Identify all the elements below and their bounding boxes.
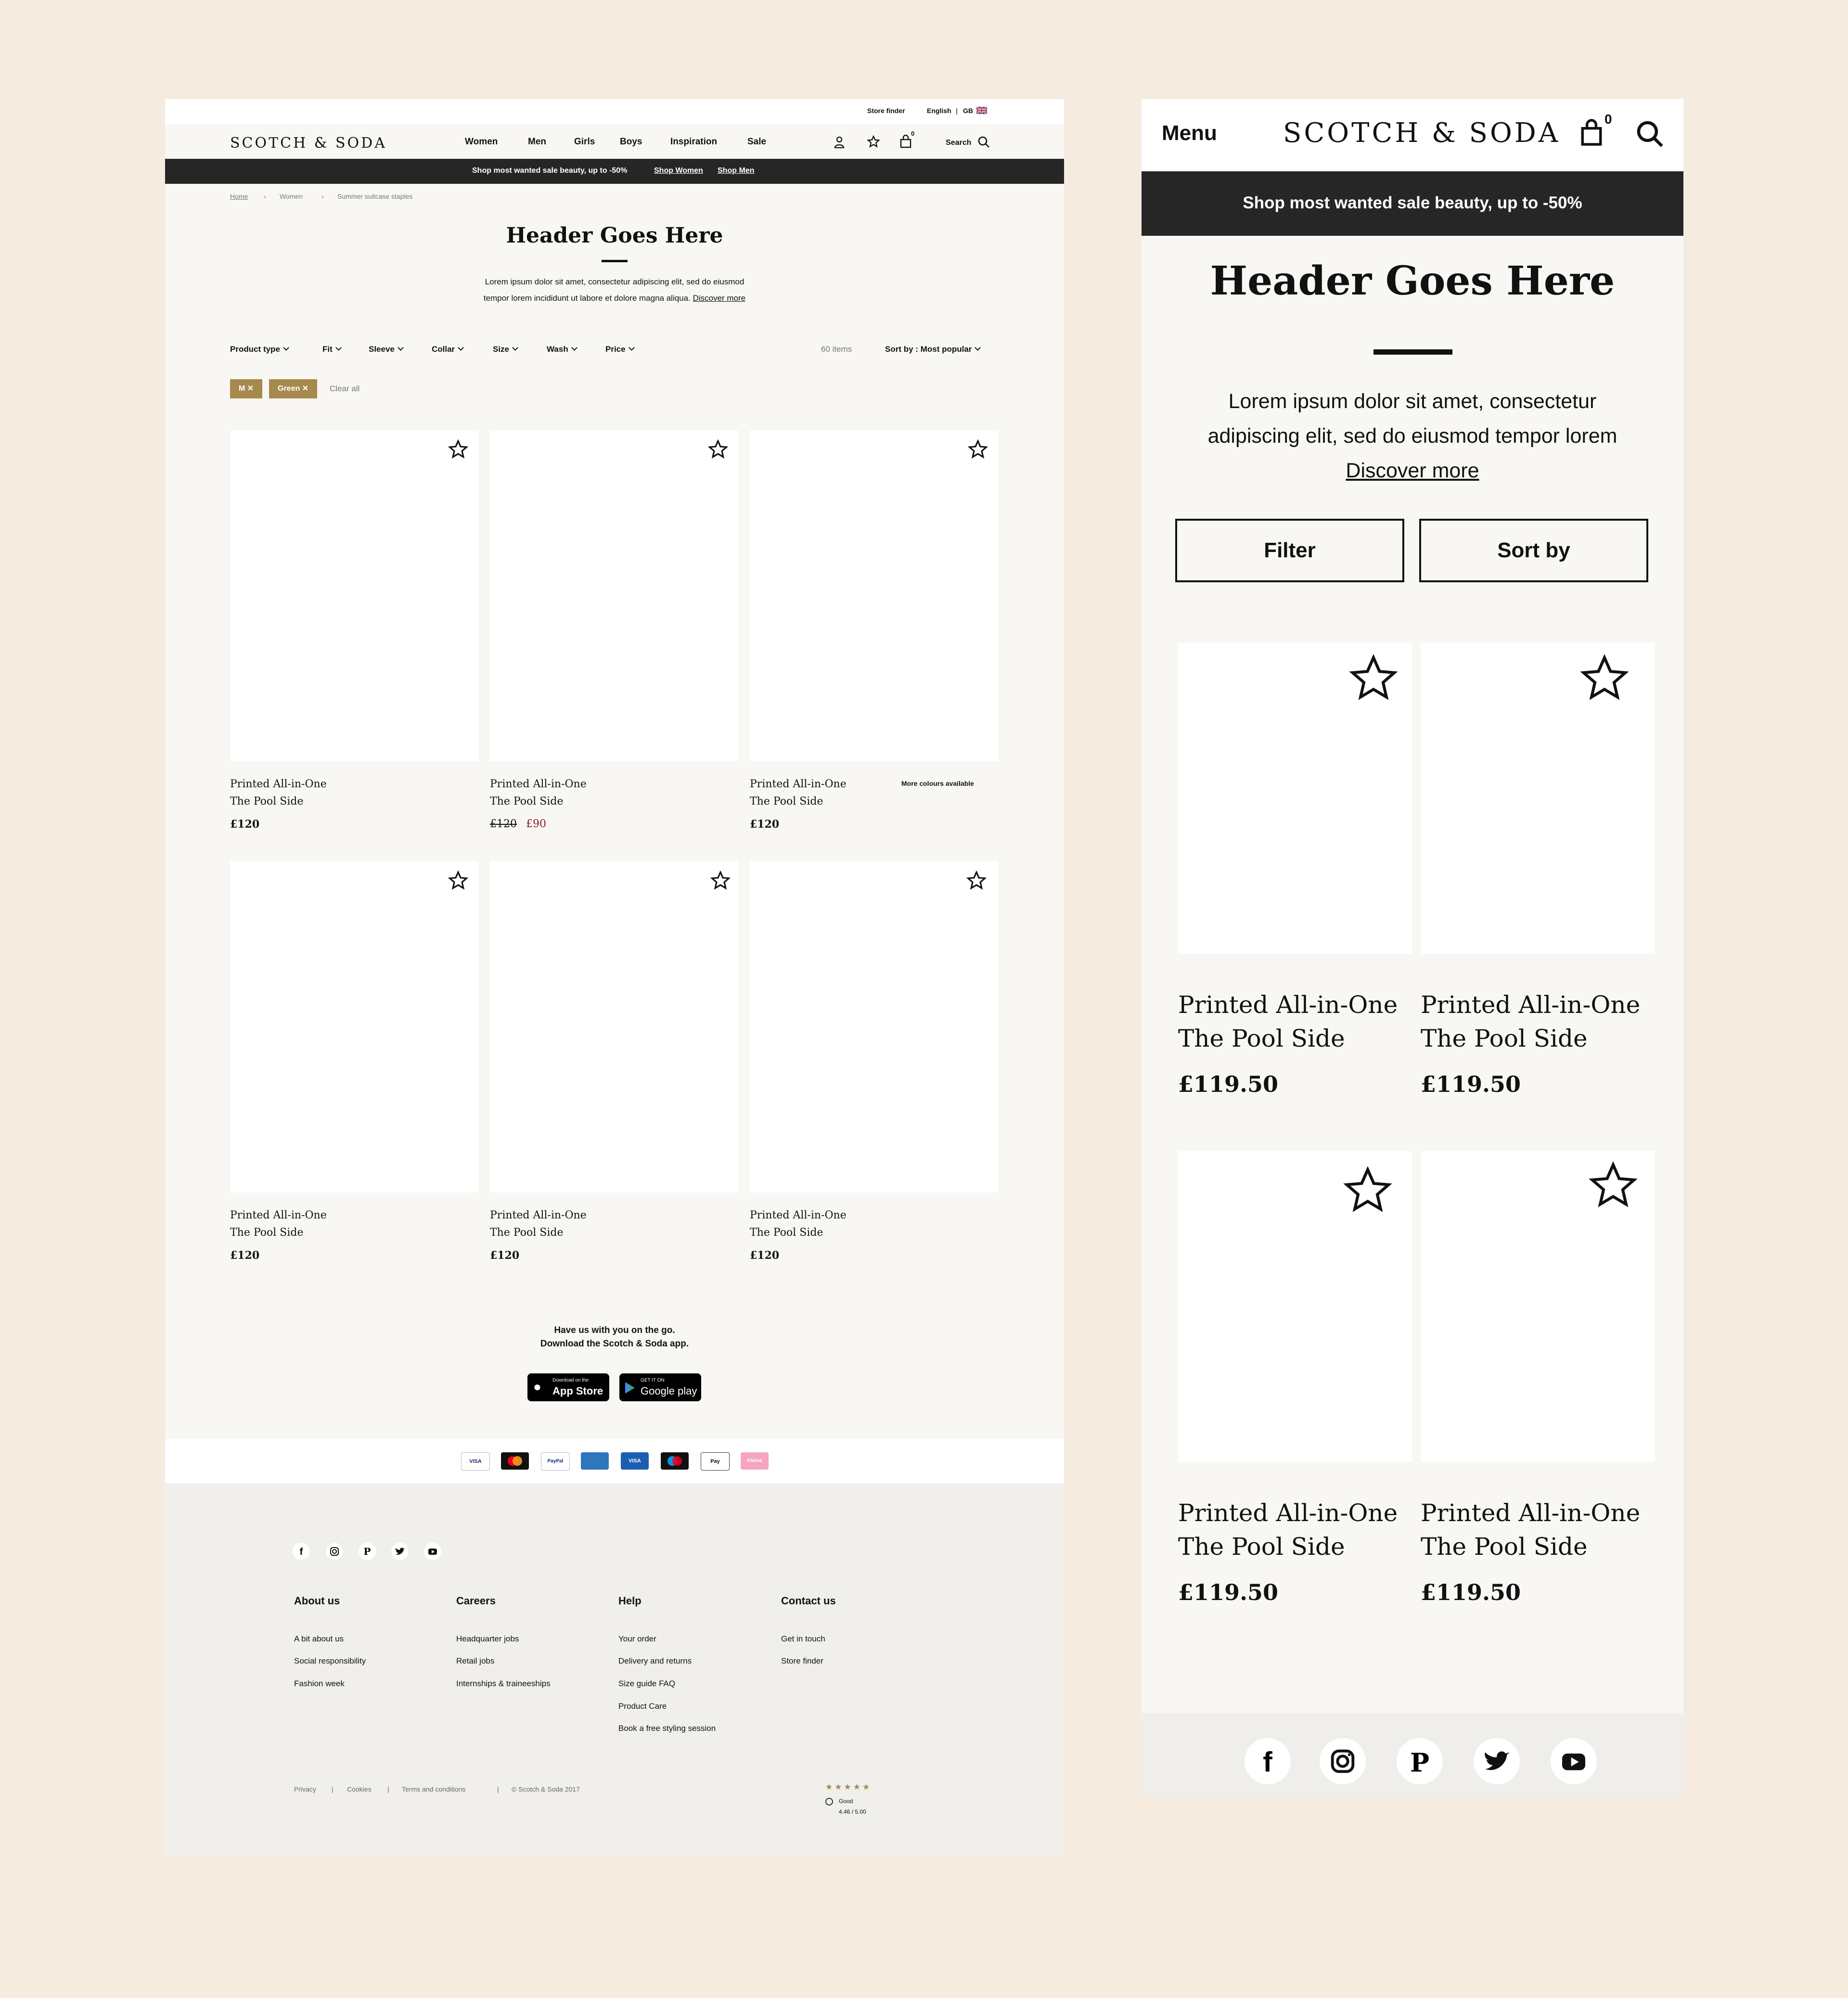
product-subtitle: The Pool Side — [1421, 1025, 1588, 1052]
footer-link[interactable]: Internships & traineeships — [456, 1679, 551, 1688]
footer-link[interactable]: Store finder — [781, 1656, 823, 1665]
page-title: Header Goes Here — [506, 223, 723, 248]
product-subtitle: The Pool Side — [230, 1227, 304, 1239]
copyright: © Scotch & Soda 2017 — [512, 1785, 580, 1793]
wishlist-star-icon[interactable] — [1588, 1161, 1638, 1211]
product-image[interactable] — [490, 430, 738, 761]
product-price: £119.50 — [1421, 1071, 1521, 1097]
footer-heading-help: Help — [618, 1595, 642, 1607]
original-price: £120 — [490, 818, 517, 830]
rating-label: Good — [839, 1798, 853, 1805]
promo-banner — [165, 159, 1064, 184]
wishlist-star-icon[interactable] — [1579, 653, 1630, 704]
svg-text:f: f — [299, 1547, 303, 1557]
promo-text[interactable]: Shop most wanted sale beauty, up to -50% — [1243, 193, 1582, 212]
wishlist-star-icon[interactable] — [968, 439, 988, 460]
product-name[interactable]: Printed All-in-One — [750, 1209, 847, 1221]
instagram-icon[interactable] — [1320, 1738, 1366, 1784]
product-image[interactable] — [490, 861, 738, 1192]
chevron-down-icon — [512, 345, 518, 351]
product-name[interactable]: Printed All-in-One — [1421, 1499, 1641, 1527]
footer-heading-contact: Contact us — [781, 1595, 836, 1607]
wishlist-star-icon[interactable] — [448, 871, 468, 891]
wishlist-star-icon[interactable] — [1343, 1166, 1393, 1216]
wishlist-star-icon[interactable] — [708, 439, 728, 460]
footer-link[interactable]: Get in touch — [781, 1634, 825, 1643]
product-price: £120 — [490, 1249, 520, 1262]
cart-count: 0 — [911, 130, 915, 137]
product-name[interactable]: Printed All-in-One — [490, 1209, 587, 1221]
mobile-page — [1142, 99, 1683, 1796]
filter-product-type[interactable]: Product type — [230, 345, 288, 354]
nav-men[interactable]: Men — [528, 137, 546, 147]
product-price: £120 — [230, 1249, 260, 1262]
product-name[interactable]: Printed All-in-One — [750, 778, 847, 790]
item-count: 60 items — [821, 345, 852, 354]
more-colours-note: More colours available — [901, 780, 974, 787]
title-divider — [602, 260, 628, 262]
filter-collar[interactable]: Collar — [432, 345, 463, 354]
svg-text:f: f — [1263, 1746, 1272, 1778]
filter-wash[interactable]: Wash — [547, 345, 577, 354]
breadcrumb-separator: › — [264, 192, 266, 200]
terms-link[interactable]: Terms and conditions — [402, 1785, 466, 1793]
product-name[interactable]: Printed All-in-One — [1178, 991, 1398, 1019]
wishlist-star-icon[interactable] — [867, 135, 880, 148]
breadcrumb-current: Summer suitcase staples — [337, 192, 413, 200]
youtube-icon[interactable] — [1551, 1738, 1597, 1784]
footer-link[interactable]: Headquarter jobs — [456, 1634, 519, 1643]
cart-count: 0 — [1604, 112, 1612, 127]
footer-heading-careers: Careers — [456, 1595, 496, 1607]
filter-button[interactable]: Filter — [1175, 519, 1404, 582]
privacy-link[interactable]: Privacy — [294, 1785, 316, 1793]
chevron-down-icon — [629, 345, 635, 351]
site-footer: f P About us A bit about us Social responsibility Fashion week Careers Headquarter jobs Retail jobs Internships & traineeships Help Your order Delivery and returns Size guide FAQ Product Care Book a free styling session Contact us Get in touch Store finder Privacy | Cookies | Terms and conditions | © Scotch & Soda 2017 ★★★★★ Good 4.46 / 5.00 — [165, 1483, 1064, 1856]
wishlist-star-icon[interactable] — [966, 871, 987, 891]
cookies-link[interactable]: Cookies — [347, 1785, 372, 1793]
user-icon[interactable] — [834, 136, 845, 148]
app-store-button[interactable]: ● Download on the App Store — [527, 1373, 609, 1401]
description-line-1: Lorem ipsum dolor sit amet, consectetur adipiscing elit, sed do eiusmod — [485, 277, 744, 286]
uk-flag-icon — [976, 107, 987, 114]
product-subtitle: The Pool Side — [1178, 1025, 1345, 1052]
brand-logo[interactable]: SCOTCH & SODA — [230, 135, 387, 152]
filter-size[interactable]: Size — [493, 345, 517, 354]
google-play-button[interactable]: GET IT ON Google play — [619, 1373, 701, 1401]
maestro-icon — [661, 1452, 689, 1470]
twitter-icon[interactable] — [391, 1543, 409, 1560]
bag-icon[interactable] — [1579, 117, 1604, 147]
footer-link[interactable]: Book a free styling session — [618, 1724, 716, 1733]
footer-link[interactable]: Social responsibility — [294, 1656, 366, 1665]
mastercard-icon — [501, 1452, 529, 1470]
mobile-footer — [1142, 1713, 1683, 1796]
nav-inspiration[interactable]: Inspiration — [670, 137, 718, 147]
search-label[interactable]: Search — [946, 139, 972, 147]
pinterest-icon[interactable] — [359, 1543, 376, 1560]
facebook-icon[interactable] — [293, 1543, 310, 1560]
search-icon[interactable] — [977, 136, 990, 148]
product-price: £119.50 — [1421, 1579, 1521, 1605]
filter-fit[interactable]: Fit — [322, 345, 341, 354]
instagram-icon[interactable] — [326, 1543, 343, 1560]
wishlist-star-icon[interactable] — [1348, 653, 1399, 704]
product-subtitle: The Pool Side — [750, 795, 823, 807]
sort-dropdown[interactable]: Sort by : Most popular — [885, 345, 980, 354]
desktop-page — [165, 99, 1064, 1856]
menu-button[interactable]: Menu — [1162, 121, 1217, 145]
apple-icon: ● — [533, 1379, 541, 1394]
promo-text: Shop most wanted sale beauty, up to -50% — [472, 166, 628, 175]
nav-sale[interactable]: Sale — [747, 137, 767, 147]
app-promo-line-2: Download the Scotch & Soda app. — [540, 1339, 689, 1349]
filter-price[interactable]: Price — [605, 345, 634, 354]
pinterest-icon[interactable] — [1397, 1738, 1443, 1784]
svg-text:P: P — [1410, 1747, 1430, 1778]
breadcrumb-home[interactable]: Home — [230, 192, 248, 200]
apple-pay-icon: Pay — [701, 1452, 730, 1471]
klarna-icon: Klarna — [741, 1452, 769, 1470]
filter-sleeve[interactable]: Sleeve — [369, 345, 403, 354]
svg-text:P: P — [363, 1546, 371, 1557]
rating-score: 4.46 / 5.00 — [839, 1808, 866, 1815]
product-subtitle: The Pool Side — [230, 795, 304, 807]
product-name[interactable]: Printed All-in-One — [490, 778, 587, 790]
product-name[interactable]: Printed All-in-One — [1178, 1499, 1398, 1527]
sort-by-button[interactable]: Sort by — [1419, 519, 1648, 582]
wishlist-star-icon[interactable] — [448, 439, 468, 460]
play-icon — [624, 1382, 636, 1394]
visa-electron-icon: VISA — [621, 1452, 649, 1470]
mobile-header — [1142, 99, 1683, 171]
discover-more-link[interactable]: Discover more — [693, 294, 746, 303]
search-icon[interactable] — [1635, 119, 1664, 148]
product-name[interactable]: Printed All-in-One — [230, 778, 327, 790]
chevron-down-icon — [975, 345, 981, 351]
product-price: £119.50 — [1178, 1071, 1279, 1097]
bag-icon[interactable] — [900, 135, 911, 148]
sale-price: £90 — [526, 818, 546, 830]
product-name[interactable]: Printed All-in-One — [1421, 991, 1641, 1019]
chevron-down-icon — [571, 345, 578, 351]
nav-boys[interactable]: Boys — [620, 137, 642, 147]
product-price: £120 — [230, 818, 260, 831]
rating-badge-icon — [825, 1798, 833, 1806]
active-filter-chip[interactable]: Green ✕ — [269, 379, 317, 398]
clear-all-link[interactable]: Clear all — [330, 384, 360, 393]
footer-link[interactable]: A bit about us — [294, 1634, 344, 1643]
payment-methods — [165, 1439, 1064, 1483]
paypal-icon: PayPal — [541, 1452, 570, 1471]
product-subtitle: The Pool Side — [750, 1227, 823, 1239]
chevron-down-icon — [458, 345, 464, 351]
footer-heading-about: About us — [294, 1595, 340, 1607]
main-header — [165, 124, 1064, 159]
language-selector[interactable]: English — [927, 107, 951, 115]
wishlist-star-icon[interactable] — [710, 871, 731, 891]
amex-card-icon — [581, 1452, 609, 1470]
footer-link[interactable]: Delivery and returns — [618, 1656, 692, 1665]
shop-men-link[interactable]: Shop Men — [718, 166, 755, 175]
utility-bar: Store finder English | GB — [165, 99, 1064, 124]
product-image[interactable] — [750, 430, 998, 761]
title-divider — [1373, 349, 1452, 355]
promo-banner — [1142, 171, 1683, 236]
product-subtitle: The Pool Side — [1178, 1533, 1345, 1561]
product-subtitle: The Pool Side — [490, 1227, 564, 1239]
product-image[interactable] — [230, 861, 478, 1192]
breadcrumb-women[interactable]: Women — [280, 192, 303, 200]
footer-link[interactable]: Your order — [618, 1634, 656, 1643]
product-subtitle: The Pool Side — [490, 795, 564, 807]
page-title: Header Goes Here — [1210, 258, 1615, 304]
shop-women-link[interactable]: Shop Women — [654, 166, 703, 175]
breadcrumb-separator: › — [321, 192, 324, 200]
product-price: £120 — [750, 818, 780, 831]
chevron-down-icon — [283, 345, 289, 351]
description-line-2: tempor lorem incididunt ut labore et dolore magna aliqua. Discover more — [483, 294, 746, 303]
visa-card-icon: VISA — [461, 1452, 490, 1471]
footer-link[interactable]: Fashion week — [294, 1679, 345, 1688]
nav-girls[interactable]: Girls — [574, 137, 595, 147]
brand-logo[interactable]: SCOTCH & SODA — [1283, 117, 1561, 149]
nav-women[interactable]: Women — [465, 137, 498, 147]
product-image[interactable] — [750, 861, 998, 1192]
country-selector[interactable]: GB — [963, 107, 973, 115]
footer-link[interactable]: Product Care — [618, 1702, 667, 1711]
footer-link[interactable]: Retail jobs — [456, 1656, 495, 1665]
youtube-icon[interactable] — [424, 1543, 441, 1560]
product-name[interactable]: Printed All-in-One — [230, 1209, 327, 1221]
description-line-2: adipiscing elit, sed do eiusmod tempor lorem — [1207, 424, 1617, 448]
footer-link[interactable]: Size guide FAQ — [618, 1679, 676, 1688]
product-price: £120 — [750, 1249, 780, 1262]
product-image[interactable] — [230, 430, 478, 761]
description-line-1: Lorem ipsum dolor sit amet, consectetur — [1228, 390, 1597, 413]
rating-stars: ★★★★★ — [825, 1782, 872, 1792]
discover-more-link[interactable]: Discover more — [1346, 459, 1479, 482]
chevron-down-icon — [335, 345, 342, 351]
store-finder-link[interactable]: Store finder — [867, 107, 905, 115]
twitter-icon[interactable] — [1474, 1738, 1520, 1784]
active-filter-chip[interactable]: M ✕ — [230, 379, 262, 398]
facebook-icon[interactable] — [1245, 1738, 1291, 1784]
product-price: £119.50 — [1178, 1579, 1279, 1605]
app-promo-line-1: Have us with you on the go. — [554, 1325, 675, 1335]
product-subtitle: The Pool Side — [1421, 1533, 1588, 1561]
chevron-down-icon — [398, 345, 404, 351]
